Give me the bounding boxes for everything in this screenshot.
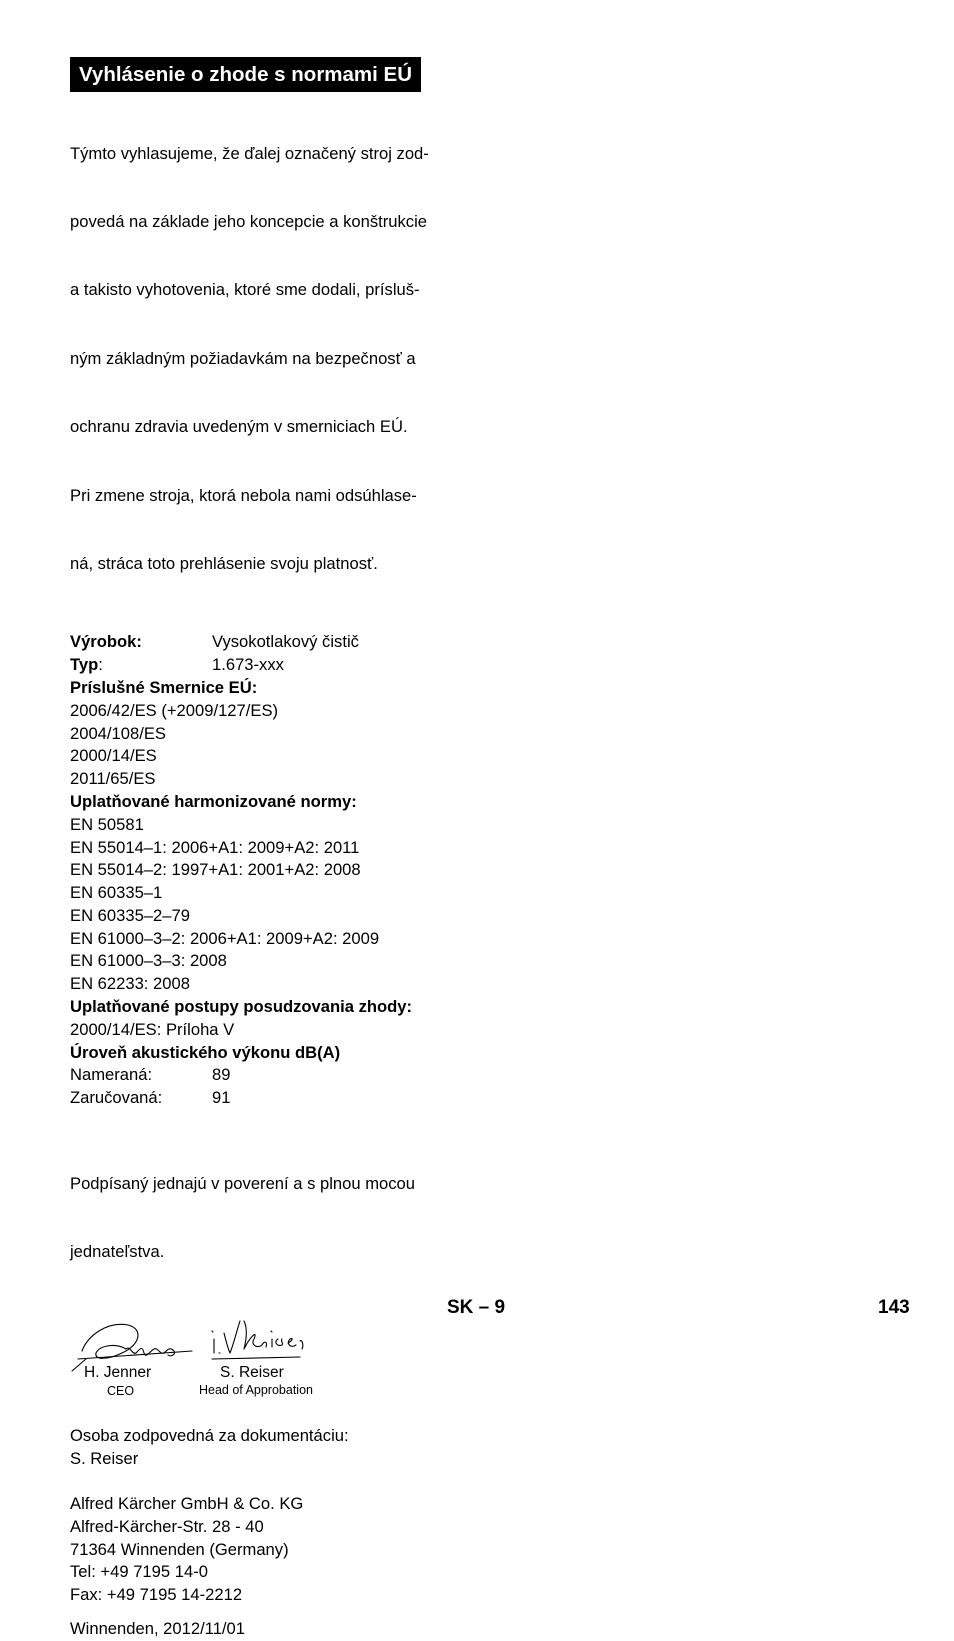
norm-item: EN 61000–3–2: 2006+A1: 2009+A2: 2009 [70,928,380,948]
type-colon: : [98,655,103,675]
signature-area [70,1315,462,1425]
type-row [70,654,462,677]
acoustic-guaranteed-value: 91 [212,1088,231,1108]
acoustic-heading: Úroveň akustického výkonu dB(A) [70,1042,341,1062]
directive-item: 2000/14/ES [70,746,157,766]
norm-item: EN 61000–3–3: 2008 [70,951,227,971]
address-line: Tel: +49 7195 14-0 [70,1562,208,1582]
acoustic-guaranteed-row [70,1087,462,1110]
company-address [70,1493,462,1607]
procedure-item: 2000/14/ES: Príloha V [70,1019,235,1039]
type-label-wrap [70,654,212,677]
product-label: Výrobok: [70,632,142,652]
intro-line: ochranu zdravia uvedeným v smerniciach EÚ. [70,417,408,437]
type-value: 1.673-xxx [212,655,284,675]
procedures-heading: Uplatňované postupy posudzovania zhody: [70,997,413,1017]
intro-paragraph [70,97,462,621]
authority-statement [70,1127,462,1309]
reiser-signature-line [212,1357,300,1359]
address-line: Alfred Kärcher GmbH & Co. KG [70,1494,304,1514]
footer-section-label: SK – 9 [447,1297,506,1318]
product-row [70,631,462,654]
issue-date: Winnenden, 2012/11/01 [70,1619,245,1639]
doc-responsible-label: Osoba zodpovedná za dokumentáciu: [70,1426,349,1446]
norm-item: EN 50581 [70,814,144,834]
norm-item: EN 62233: 2008 [70,974,190,994]
norm-item: EN 55014–2: 1997+A1: 2001+A2: 2008 [70,860,361,880]
intro-line: Týmto vyhlasujeme, že ďalej označený stroj zod- [70,143,429,163]
intro-line: Pri zmene stroja, ktorá nebola nami odsúhlase- [70,485,417,505]
directives-heading: Príslušné Smernice EÚ: [70,677,258,697]
signatory-role-reiser: Head of Approbation [199,1383,313,1398]
address-line: Fax: +49 7195 14-2212 [70,1585,243,1605]
intro-line: ným základným požiadavkám na bezpečnosť a [70,348,416,368]
declaration-column [70,57,462,1641]
doc-responsible-name: S. Reiser [70,1449,139,1469]
address-line: Alfred-Kärcher-Str. 28 - 40 [70,1516,264,1536]
signatory-role-jenner: CEO [107,1384,135,1399]
authority-line: Podpísaný jednajú v poverení a s plnou mocou [70,1173,416,1193]
type-label: Typ [70,655,99,675]
reiser-signature-name [244,1321,303,1349]
authority-line: jednateľstva. [70,1242,165,1262]
doc-responsible [70,1425,462,1471]
acoustic-measured-value: 89 [212,1065,231,1085]
norms-heading: Uplatňované harmonizované normy: [70,791,357,811]
intro-line: a takisto vyhotovenia, ktoré sme dodali, prísluš- [70,280,420,300]
directive-item: 2004/108/ES [70,723,166,743]
norm-item: EN 55014–1: 2006+A1: 2009+A2: 2011 [70,837,360,857]
reiser-signature-iv [212,1321,240,1353]
signatory-name-reiser: S. Reiser [220,1364,284,1382]
intro-line: povedá na základe jeho koncepcie a konštrukcie [70,211,428,231]
norm-item: EN 60335–2–79 [70,905,190,925]
footer-page-number: 143 [878,1297,910,1318]
intro-line: ná, stráca toto prehlásenie svoju platnosť. [70,553,378,573]
acoustic-measured-label: Nameraná: [70,1065,153,1085]
spec-block [70,631,462,1110]
directive-item: 2011/65/ES [70,769,156,789]
acoustic-guaranteed-label: Zaručovaná: [70,1088,163,1108]
directive-item: 2006/42/ES (+2009/127/ES) [70,700,279,720]
address-line: 71364 Winnenden (Germany) [70,1539,289,1559]
page-title: Vyhlásenie o zhode s normami EÚ [70,57,421,92]
acoustic-measured-row [70,1064,462,1087]
signatory-name-jenner: H. Jenner [84,1364,152,1382]
norm-item: EN 60335–1 [70,883,163,903]
product-value: Vysokotlakový čistič [212,632,359,652]
